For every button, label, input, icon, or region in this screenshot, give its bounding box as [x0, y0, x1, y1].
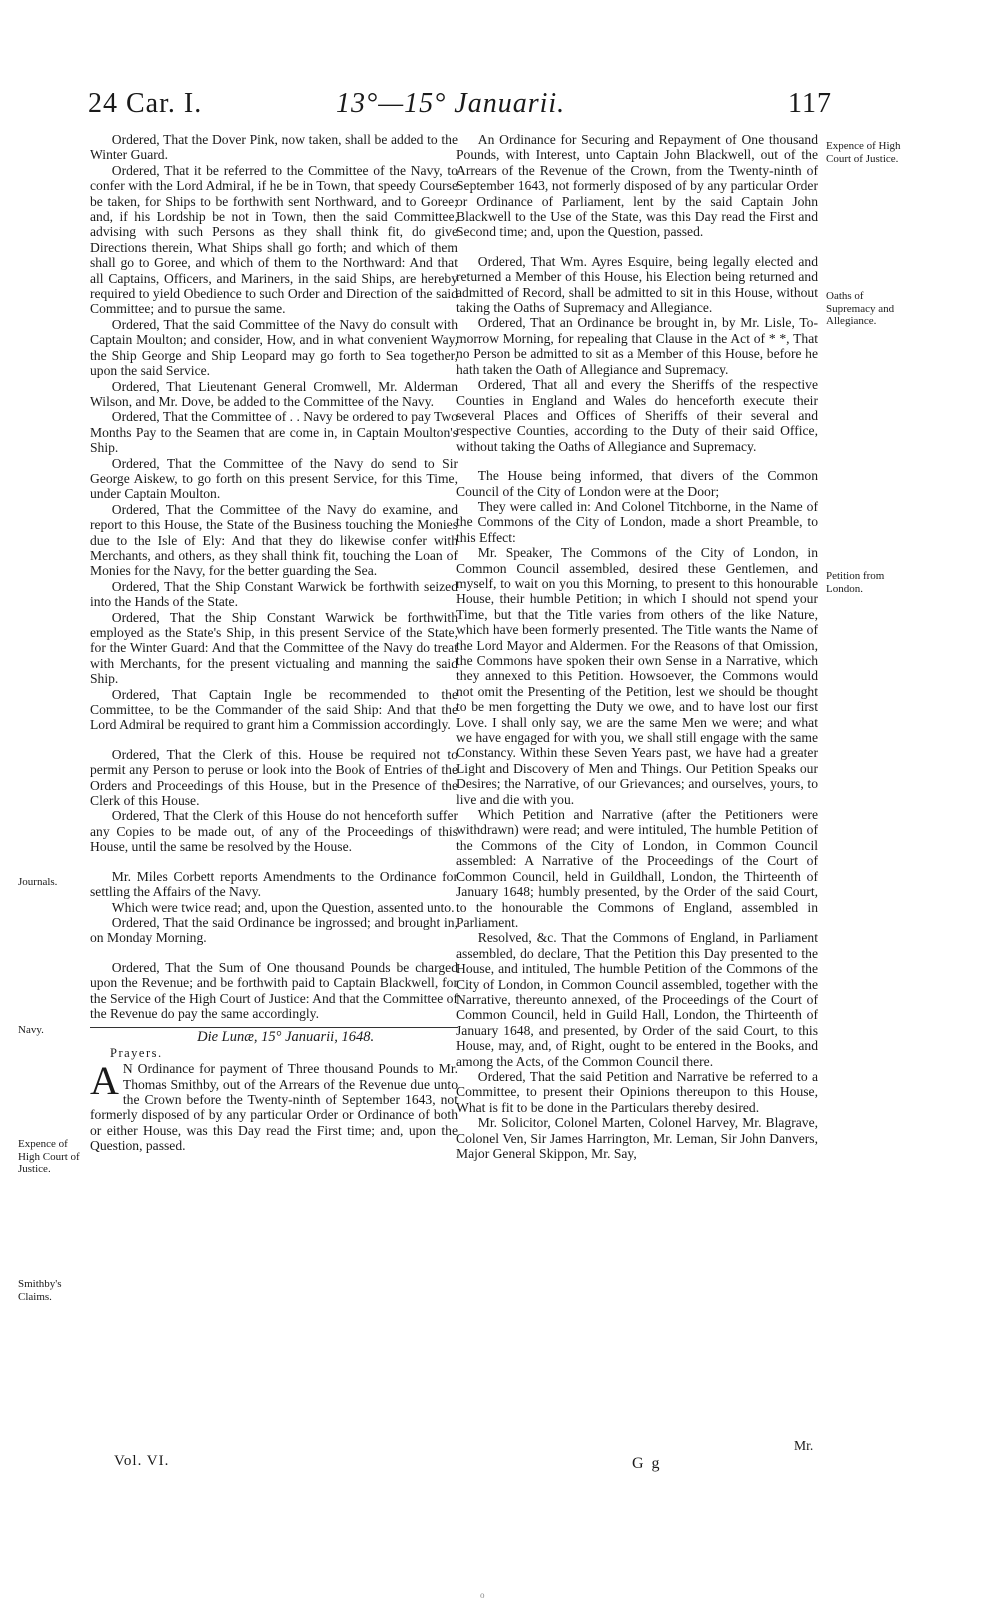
margin-note-navy: Navy. [18, 1024, 44, 1036]
paragraph: Ordered, That the Committee of the Navy do send to Sir George Aiskew, to go forth on this present Service, for this Time, under Captain Moulton. [90, 455, 458, 502]
paragraph-ordinance: An Ordinance for Securing and Repayment of One thousand Pounds, with Interest, unto Captain John Blackwell, out of the Arrears of the Revenue of the Crown, from the Twenty-ninth of September 1643, not formerly disposed of by any particular Order or Ordinance of Parliament, lent by the said Captain John Blackwell to the Use of the State, was this Day read the First and Second time; and, upon the Question, passed. [456, 132, 818, 240]
paragraph: Which Petition and Narrative (after the Petitioners were withdrawn) were read; and were intituled, The humble Petition of the Commons of the City of London, in Common Council assembled: A Narrative of the Proceedings of the Court of Common Council, held in Guildhall, London, the Thirteenth of January 1648; humbly presented, by the Order of the said Court, to the honourable the Commons of England, assembled in Parliament. [456, 807, 818, 930]
paragraph: Ordered, That the Ship Constant Warwick be forthwith seized into the Hands of the State. [90, 578, 458, 610]
paragraph: Ordered, That the Committee of . . Navy be ordered to pay Two Months Pay to the Seamen that are come in, in Captain Moulton's Ship. [90, 409, 458, 456]
paragraph: Ordered, That the Clerk of this House do not henceforth suffer any Copies to be made out, of any of the Proceedings of this House, until the same be resolved by the House. [90, 808, 458, 855]
drop-cap: A [90, 1058, 119, 1104]
paragraph: Ordered, That all and every the Sheriffs of the respective Counties in England and Wales do henceforth execute their several Places and Offices of Sheriffs of their several and respective Counties, according to the Duty of their said Office, without taking the Oaths of Allegiance and Supremacy. [456, 377, 818, 454]
day-heading: Die Lunæ, 15° Januarii, 1648. [197, 1029, 375, 1046]
paragraph: Which were twice read; and, upon the Question, assented unto. [111, 899, 455, 915]
paragraph: Ordered, That Captain Ingle be recommended to the Committee, to be the Commander of the said Ship: And that the Lord Admiral be required to grant him a Commission accordingly. [90, 686, 458, 733]
paragraph-expence: Ordered, That the Sum of One thousand Pounds be charged upon the Revenue; and be forthwith paid to Captain Blackwell, for the Service of the High Court of Justice: And that the Committee of the Revenue do pay the same accordingly. [90, 959, 458, 1021]
volume-label: Vol. VI. [114, 1453, 170, 1469]
paragraph: Ordered, That the said Ordinance be ingrossed; and brought in, on Monday Morning. [90, 914, 458, 946]
right-column [456, 132, 818, 1161]
paragraph: They were called in: And Colonel Titchborne, in the Name of the Commons of the City of London, made a short Preamble, to this Effect: [456, 498, 818, 545]
catchword: Mr. [794, 1438, 814, 1453]
paragraph: Ordered, That the Committee of the Navy do examine, and report to this House, the State of the Business touching the Monies due to the Isle of Ely: And that they do likewise confer with Merchants, and others, as they shall think fit, touching the Loan of Monies for the Navy, for the better guarding the Sea. [90, 501, 458, 579]
paragraph-speech: Mr. Speaker, The Commons of the City of London, in Common Council assembled, desired these Gentlemen, and myself, to wait on you this Morning, to present to this honourable House, their humble Petition; in which I should not spend your Time, but that the Title varies from others of the like Nature, which have been formerly presented. The Title wants the Name of the Lord Mayor and Aldermen. For the Reasons of that Omission, the Commons have spoken their own Sense in a Narrative, which they annexed to this Petition. Howsoever, the Commons would not omit the Presenting of the Petition, lest we should be thought to be men forgetting the Duty we owe, and to have lost our first Love. I shall only say, we are the same Men we were; and what we have engaged for with you, we shall still engage with the same Constancy. Within these Seven Years past, we have had a greater Light and Discovery of Men and Things. Our Petition Speaks our Desires; the Narrative, of our Grievances; and ourselves, yours, to live and die with you. [456, 545, 818, 807]
page-number: 117 [788, 88, 832, 119]
paragraph: Mr. Solicitor, Colonel Marten, Colonel Harvey, Mr. Blagrave, Colonel Ven, Sir James Harrington, Mr. Leman, Sir John Danvers, Major General Skippon, Mr. Say, [456, 1115, 818, 1161]
margin-note-expence: Expence of High Court of Justice. [18, 1138, 80, 1175]
margin-note-oaths: Oaths of Supremacy and Allegiance. [826, 290, 895, 327]
paragraph: Ordered, That the Ship Constant Warwick be forthwith employed as the State's Ship, in this present Service of the State, for the Winter Guard: And that the Committee of the Navy do treat with Merchants, for the present victualing and manning the said Ship. [90, 609, 458, 687]
prayers-heading: Prayers. [110, 1045, 163, 1060]
paragraph: Ordered, That the said Committee of the Navy do consult with Captain Moulton; and consider, How, and in what convenient Way, the Ship George and Ship Leopard may go forth to Sea together, upon the said Service. [90, 316, 458, 379]
paragraph: Resolved, &c. That the Commons of England, in Parliament assembled, do declare, That the Petition this Day presented to the House, and intituled, The humble Petition of the Commons of the City of London, in Common Council assembled, together with the Narrative, thereunto annexed, of the Proceedings of the Court of Common Council, held in Guild Hall, London, the Thirteenth of January 1648, and presented, by Order of the said Court, to this House, may, and, of Right, ought to be entered in the Books, and among the Acts, of the Common Council there. [456, 930, 818, 1069]
page-header [88, 88, 848, 130]
header-date: 13°—15° Januarii. [336, 88, 566, 119]
paragraph-oaths: Ordered, That Wm. Ayres Esquire, being legally elected and returned a Member of this House, his Election being returned and admitted of Record, shall be admitted to sit in this House, without taking the Oaths of Supremacy and Allegiance. [456, 253, 818, 316]
paragraph-smithby [90, 1058, 458, 1154]
left-column [90, 132, 458, 1154]
margin-note-expence-right: Expence of High Court of Justice. [826, 140, 901, 165]
margin-note-journals: Journals. [18, 876, 58, 888]
stray-mark: o [480, 1590, 485, 1600]
paragraph-text: N Ordinance for payment of Three thousand Pounds to Mr. Thomas Smithby, out of the Arrears of the Revenue due unto the Crown before the Twenty-ninth of September 1643, not formerly disposed of by any particular Order or Ordinance of both or either House, was this Day read the First time; and, upon the Question, passed. [90, 1061, 458, 1154]
section-rule [90, 1027, 458, 1028]
header-reign: 24 Car. I. [88, 88, 203, 119]
paragraph: Ordered, That Lieutenant General Cromwell, Mr. Alderman Wilson, and Mr. Dove, be added to the Committee of the Navy. [90, 378, 458, 409]
paragraph-petition: The House being informed, that divers of the Common Council of the City of London were at the Door; [456, 468, 818, 499]
paragraph: Ordered, That the said Petition and Narrative be referred to a Committee, to present their Opinions thereupon to this House, What is fit to be done in the Particulars thereby desired. [456, 1068, 818, 1115]
paragraph: Ordered, That an Ordinance be brought in, by Mr. Lisle, To-morrow Morning, for repealing that Clause in the Act of * *, That no Person be admitted to sit as a Member of this House, before he hath taken the Oath of Allegiance and Supremacy. [456, 315, 818, 377]
paragraph-journals: Ordered, That the Clerk of this. House be required not to permit any Person to peruse or look into the Book of Entries of the Orders and Proceedings of this House, but in the Presence of the Clerk of this House. [90, 746, 458, 809]
paragraph: Ordered, That the Dover Pink, now taken, shall be added to the Winter Guard. [90, 132, 458, 163]
margin-note-petition: Petition from London. [826, 570, 885, 595]
margin-note-smithby: Smithby's Claims. [18, 1278, 62, 1303]
paragraph-navy: Mr. Miles Corbett reports Amendments to the Ordinance for settling the Affairs of the Navy. [90, 868, 458, 900]
signature-mark: G g [632, 1455, 662, 1472]
paragraph: Ordered, That it be referred to the Committee of the Navy, to confer with the Lord Admiral, if he be in Town, that speedy Course be taken, for Ships to be forthwith sent Northward, and to Goree; and, if his Lordship be not in Town, then the said Committee, advising with such Persons as they shall think fit, do give Directions therein, What Ships shall go forth; and which of them shall go to Goree, and which of them to the Northward: And that all Captains, Officers, and Mariners, in the said Ships, are hereby required to yield Obedience to such Order and Direction of the said Committee; and to pursue the same. [90, 162, 458, 317]
